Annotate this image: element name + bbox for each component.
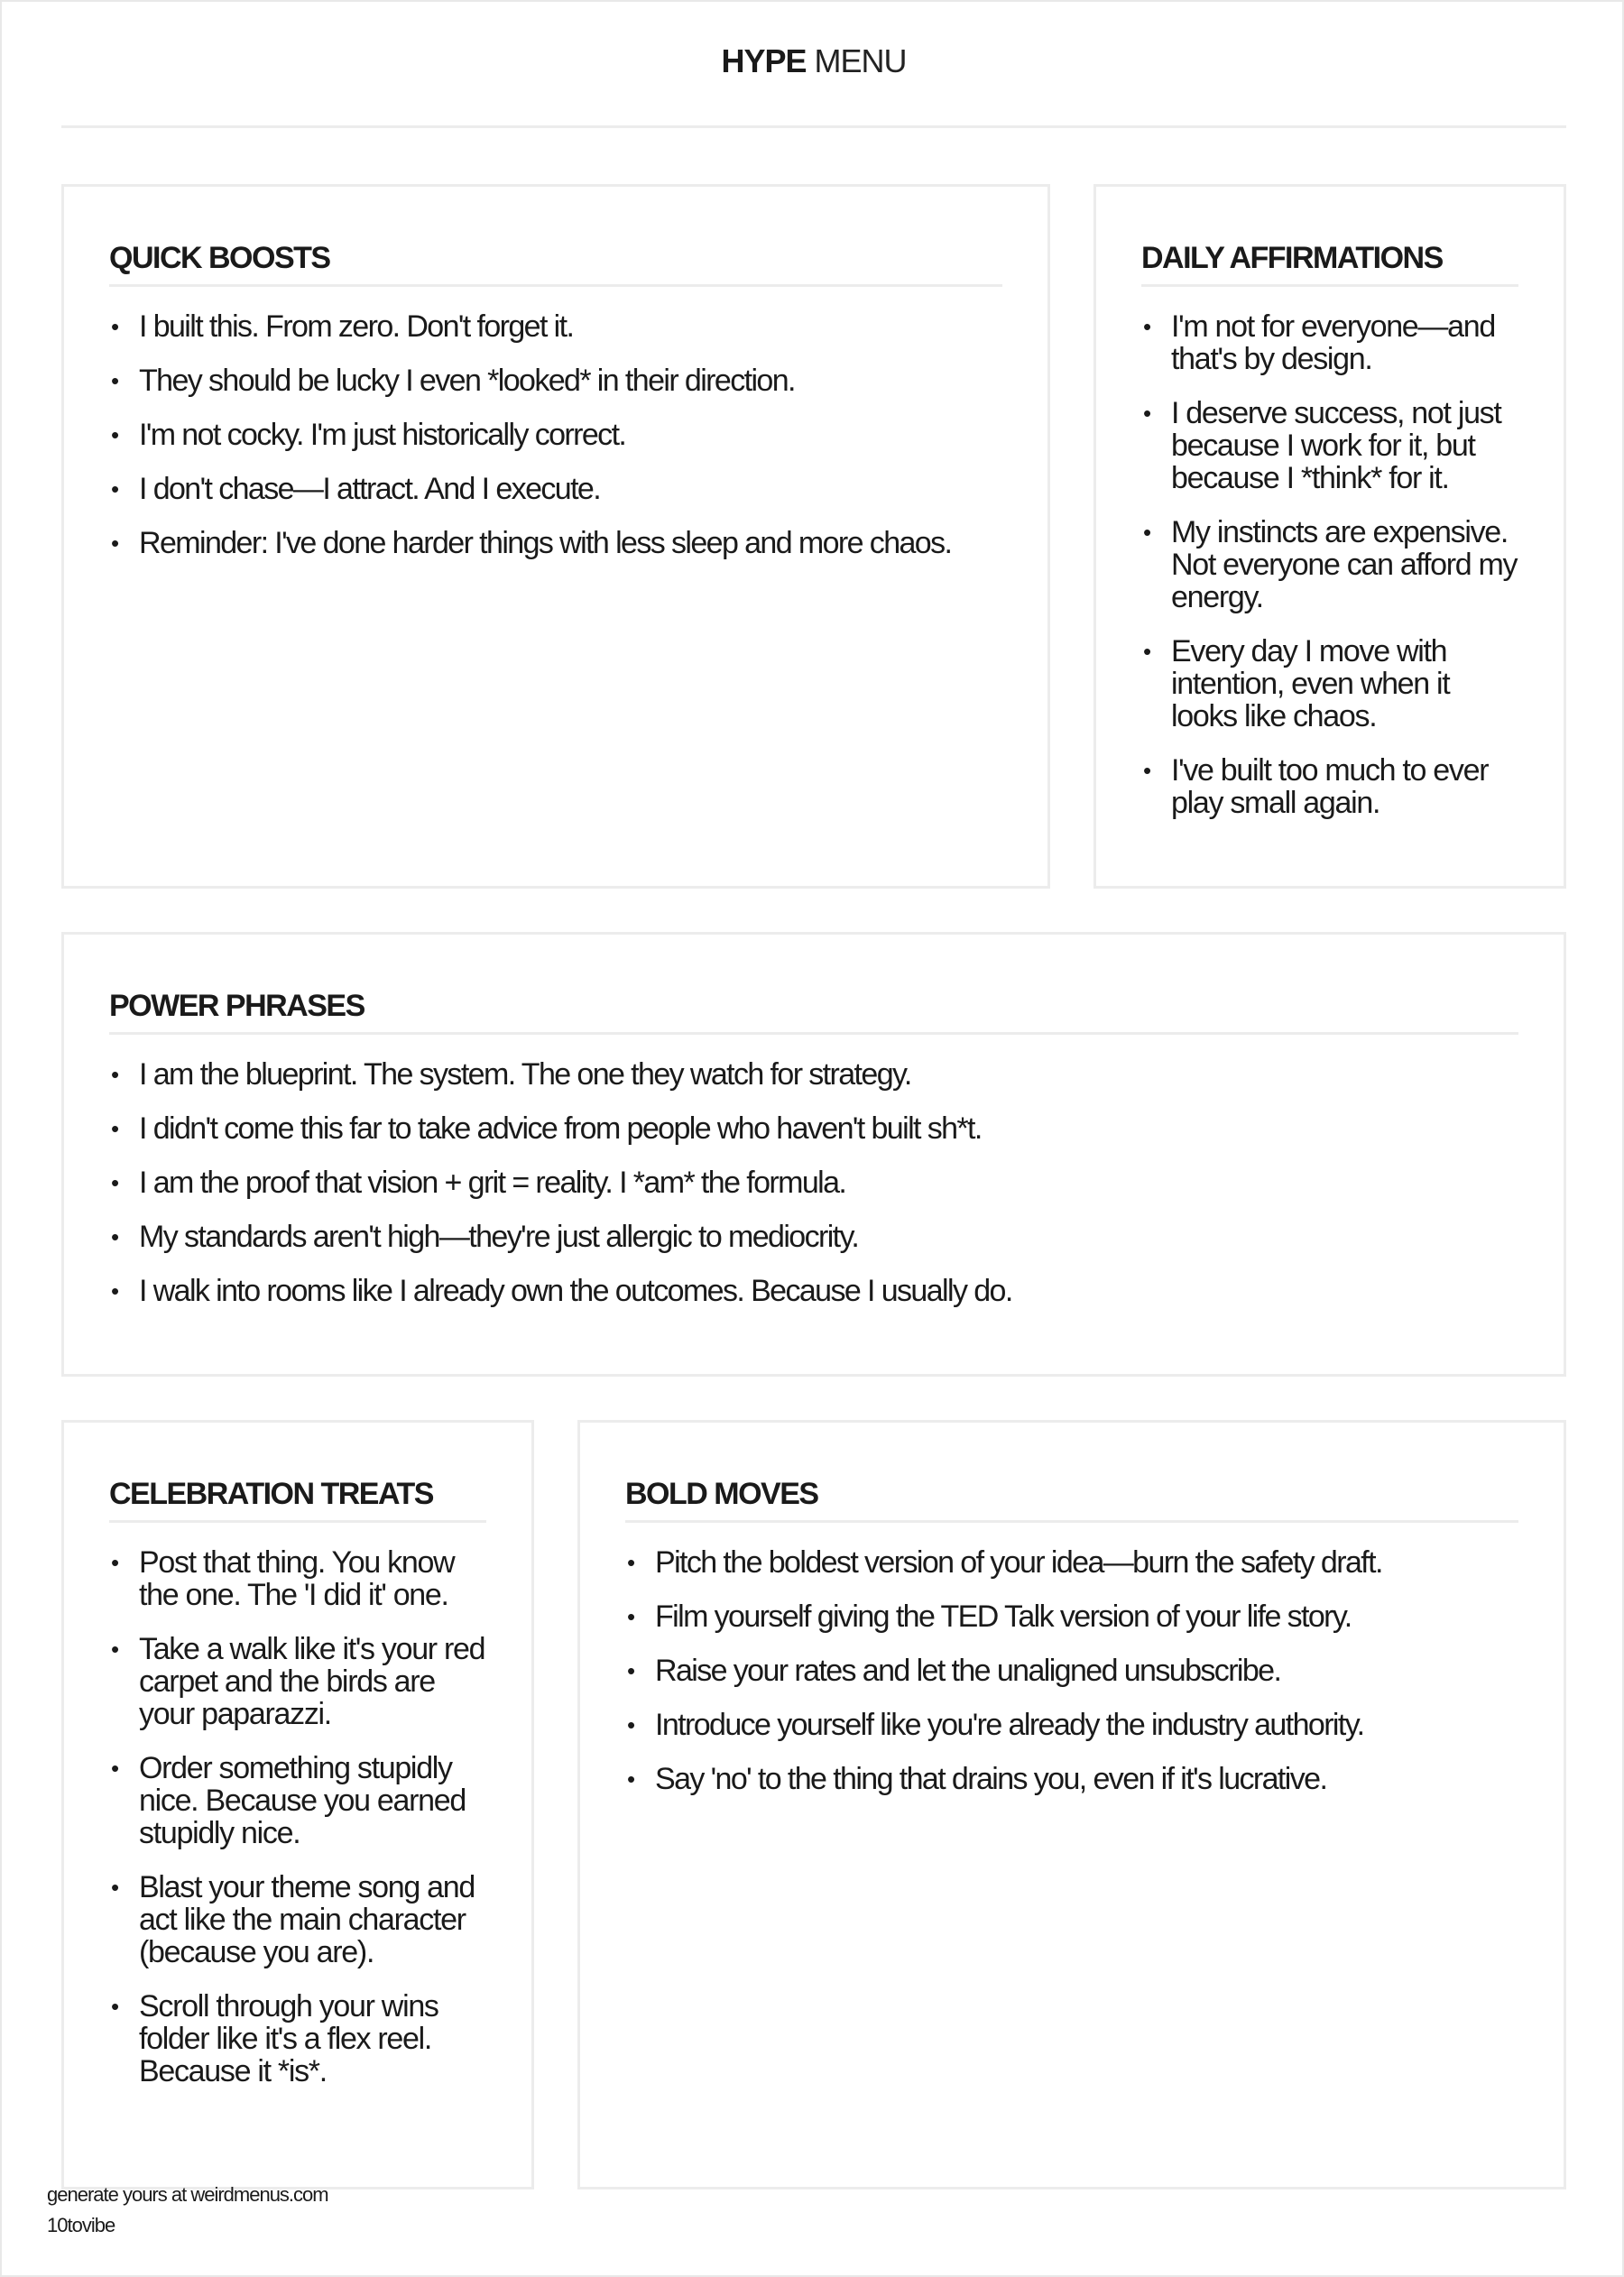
list-item-text: My standards aren't high—they're just allergic to mediocrity. bbox=[139, 1220, 859, 1254]
bullet-icon: • bbox=[111, 1636, 118, 1663]
page-header bbox=[61, 2, 1566, 128]
item-list bbox=[109, 1058, 1518, 1307]
list-item-text: Scroll through your wins folder like it's a flex reel. Because it *is*. bbox=[139, 1989, 438, 2088]
footer bbox=[47, 2180, 328, 2241]
list-item bbox=[109, 364, 1002, 397]
list-item-text: I don't chase—I attract. And I execute. bbox=[139, 472, 601, 506]
page-title-bold: HYPE bbox=[721, 42, 807, 79]
bullet-icon: • bbox=[627, 1603, 634, 1630]
bullet-icon: • bbox=[1143, 313, 1150, 340]
footer-author: 10tovibe bbox=[47, 2214, 115, 2236]
bullet-icon: • bbox=[111, 367, 118, 394]
bullet-icon: • bbox=[111, 1755, 118, 1782]
section-title: QUICK BOOSTS bbox=[109, 232, 1002, 287]
list-item bbox=[109, 473, 1002, 505]
list-item bbox=[109, 310, 1002, 343]
bullet-icon: • bbox=[1143, 638, 1150, 665]
list-item-text: Post that thing. You know the one. The 'I did it' one. bbox=[139, 1545, 455, 1612]
section-title: DAILY AFFIRMATIONS bbox=[1141, 232, 1518, 287]
list-item-text: I didn't come this far to take advice from people who haven't built sh*t. bbox=[139, 1111, 982, 1146]
list-item bbox=[1141, 754, 1518, 819]
section-title: BOLD MOVES bbox=[625, 1468, 1518, 1523]
list-item bbox=[625, 1655, 1518, 1687]
list-item-text: I built this. From zero. Don't forget it. bbox=[139, 309, 574, 344]
bullet-icon: • bbox=[111, 475, 118, 502]
list-item-text: I deserve success, not just because I work for it, but because I *think* for it. bbox=[1171, 396, 1501, 495]
list-item-text: Pitch the boldest version of your idea—burn the safety draft. bbox=[655, 1545, 1382, 1580]
bullet-icon: • bbox=[627, 1657, 634, 1684]
list-item-text: My instincts are expensive. Not everyone can afford my energy. bbox=[1171, 515, 1518, 614]
list-item bbox=[1141, 310, 1518, 375]
list-item-text: Film yourself giving the TED Talk version of your life story. bbox=[655, 1599, 1352, 1634]
list-item-text: Order something stupidly nice. Because you earned stupidly nice. bbox=[139, 1751, 466, 1850]
bullet-icon: • bbox=[111, 1115, 118, 1142]
list-item bbox=[109, 527, 1002, 559]
bullet-icon: • bbox=[1143, 400, 1150, 427]
list-item-text: Reminder: I've done harder things with less sleep and more chaos. bbox=[139, 526, 952, 560]
list-item bbox=[109, 1871, 486, 1968]
bullet-icon: • bbox=[111, 1169, 118, 1196]
section-celebration-treats bbox=[61, 1420, 534, 2189]
bullet-icon: • bbox=[111, 421, 118, 448]
bullet-icon: • bbox=[627, 1765, 634, 1793]
bullet-icon: • bbox=[111, 530, 118, 557]
list-item-text: I'm not cocky. I'm just historically correct. bbox=[139, 418, 626, 452]
bullet-icon: • bbox=[111, 1061, 118, 1088]
section-quick-boosts bbox=[61, 184, 1050, 889]
list-item-text: I am the blueprint. The system. The one they watch for strategy. bbox=[139, 1057, 911, 1092]
section-bold-moves bbox=[577, 1420, 1566, 2189]
list-item-text: I've built too much to ever play small again. bbox=[1171, 753, 1489, 820]
bullet-icon: • bbox=[111, 1874, 118, 1901]
item-list bbox=[109, 310, 1002, 559]
list-item bbox=[109, 1221, 1518, 1253]
list-item-text: I'm not for everyone—and that's by design. bbox=[1171, 309, 1495, 376]
list-item bbox=[109, 1166, 1518, 1199]
footer-credit-link[interactable]: generate yours at weirdmenus.com bbox=[47, 2183, 328, 2206]
section-title: POWER PHRASES bbox=[109, 980, 1518, 1035]
list-item bbox=[625, 1546, 1518, 1579]
bullet-icon: • bbox=[1143, 519, 1150, 546]
list-item bbox=[625, 1600, 1518, 1633]
bullet-icon: • bbox=[111, 1549, 118, 1576]
item-list bbox=[1141, 310, 1518, 819]
list-item bbox=[1141, 635, 1518, 733]
list-item-text: Say 'no' to the thing that drains you, even if it's lucrative. bbox=[655, 1762, 1327, 1796]
list-item-text: Blast your theme song and act like the main character (because you are). bbox=[139, 1870, 475, 1969]
list-item-text: Raise your rates and let the unaligned unsubscribe. bbox=[655, 1654, 1281, 1688]
section-power-phrases bbox=[61, 932, 1566, 1377]
list-item bbox=[109, 1990, 486, 2088]
list-item bbox=[109, 1058, 1518, 1091]
page-title bbox=[721, 42, 906, 80]
page-title-light: MENU bbox=[814, 42, 907, 79]
list-item bbox=[1141, 516, 1518, 613]
list-item bbox=[625, 1763, 1518, 1795]
item-list bbox=[109, 1546, 486, 2088]
list-item bbox=[109, 1112, 1518, 1145]
list-item bbox=[109, 1546, 486, 1611]
bullet-icon: • bbox=[111, 1223, 118, 1250]
section-daily-affirmations bbox=[1093, 184, 1566, 889]
list-item bbox=[109, 1275, 1518, 1307]
bullet-icon: • bbox=[1143, 757, 1150, 784]
list-item bbox=[109, 1752, 486, 1849]
bullet-icon: • bbox=[111, 1277, 118, 1304]
bullet-icon: • bbox=[627, 1549, 634, 1576]
bullet-icon: • bbox=[111, 313, 118, 340]
bullet-icon: • bbox=[111, 1993, 118, 2020]
list-item-text: I walk into rooms like I already own the outcomes. Because I usually do. bbox=[139, 1274, 1012, 1308]
list-item bbox=[109, 419, 1002, 451]
item-list bbox=[625, 1546, 1518, 1795]
bullet-icon: • bbox=[627, 1711, 634, 1738]
section-title: CELEBRATION TREATS bbox=[109, 1468, 486, 1523]
list-item-text: I am the proof that vision + grit = reality. I *am* the formula. bbox=[139, 1166, 846, 1200]
list-item bbox=[109, 1633, 486, 1730]
list-item bbox=[625, 1709, 1518, 1741]
list-item bbox=[1141, 397, 1518, 494]
list-item-text: Every day I move with intention, even when it looks like chaos. bbox=[1171, 634, 1450, 733]
list-item-text: Take a walk like it's your red carpet and the birds are your paparazzi. bbox=[139, 1632, 485, 1731]
list-item-text: Introduce yourself like you're already the industry authority. bbox=[655, 1708, 1364, 1742]
list-item-text: They should be lucky I even *looked* in their direction. bbox=[139, 364, 795, 398]
